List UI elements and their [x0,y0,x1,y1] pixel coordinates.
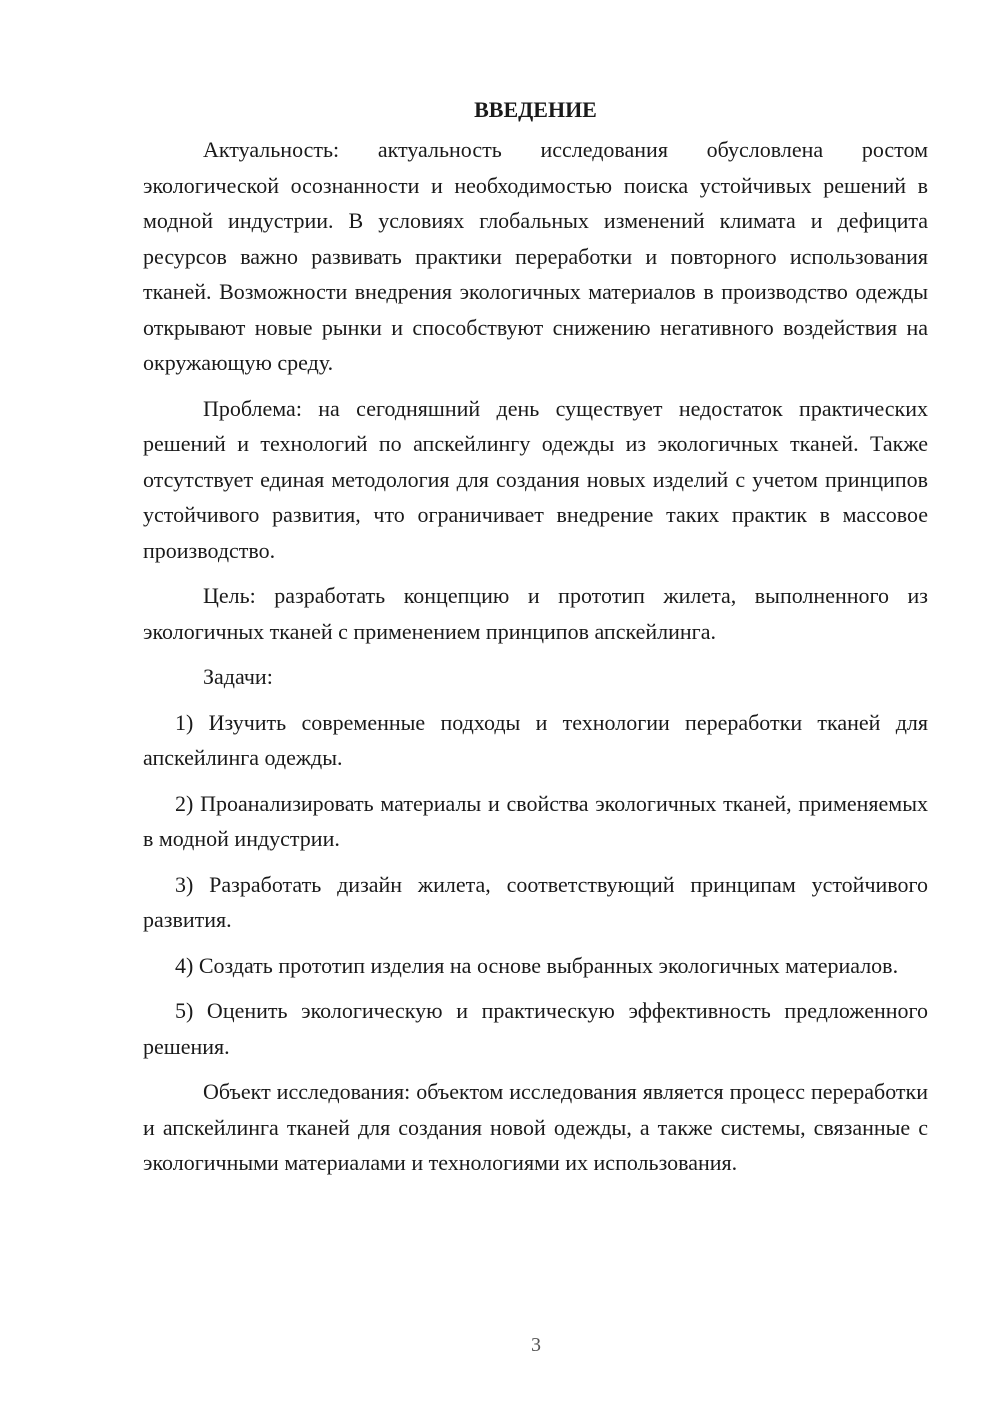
task-item-1: 1) Изучить современные подходы и технологии переработки тканей для апскейлинга одежды. [143,709,928,770]
task-item-4: 4) Создать прототип изделия на основе выбранных экологичных материалов. [175,952,899,978]
page-content [143,92,928,1191]
paragraph-relevance: Актуальность: актуальность исследования обусловлена ростом экологической осознанности и необходимостью поиска устойчивых решений в модной индустрии. В условиях глобальных изменений климата и дефицита ресурсов важно развивать практики переработки и повторного использования тканей. Возможности внедрения экологичных материалов в производство одежды открывают новые рынки и способствуют снижению негативного воздействия на окружающую среду. [143,137,928,375]
page-number: 3 [531,1334,541,1356]
paragraph-goal: Цель: разработать концепцию и прототип жилета, выполненного из экологичных тканей с применением принципов апскейлинга. [143,583,928,644]
section-title: ВВЕДЕНИЕ [474,97,597,122]
task-item-3: 3) Разработать дизайн жилета, соответствующий принципам устойчивого развития. [143,871,928,932]
paragraph-problem: Проблема: на сегодняшний день существует недостаток практических решений и технологий по апскейлингу одежды из экологичных тканей. Также отсутствует единая методология для создания новых изделий с учетом принципов устойчивого развития, что ограничивает внедрение таких практик в массовое производство. [143,395,928,563]
task-item-5: 5) Оценить экологическую и практическую эффективность предложенного решения. [143,998,928,1059]
task-item-2: 2) Проанализировать материалы и свойства экологичных тканей, применяемых в модной индустрии. [143,790,928,851]
tasks-list [143,705,928,1065]
paragraph-research-object: Объект исследования: объектом исследования является процесс переработки и апскейлинга тканей для создания новой одежды, а также системы, связанные с экологичными материалами и технологиями их использования. [143,1079,928,1175]
tasks-label: Задачи: [203,664,273,689]
